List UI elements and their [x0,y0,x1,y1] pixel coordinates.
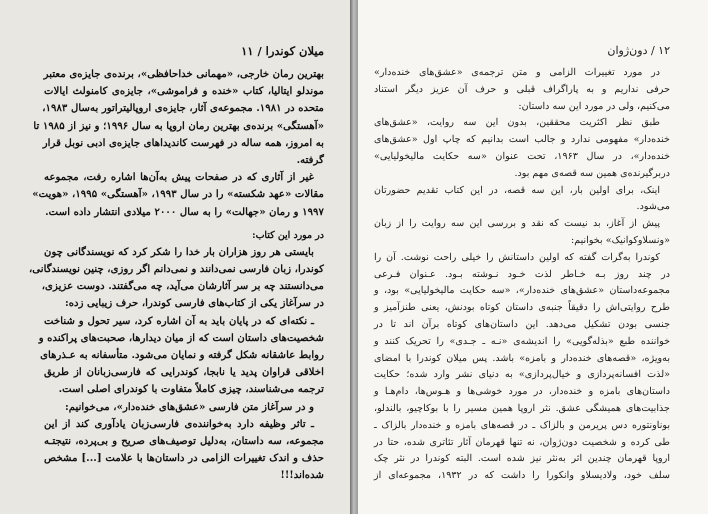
text-line: کوندرا به‌گرات گفته که اولین داستانش را خیلی راحت نوشت. آن را [374,251,660,263]
text-line: «لذت افسانه‌پردازی و خیال‌پردازی» به دنیای نشر وارد شده؛ حکایت [374,369,670,381]
text-line: به‌ویژه، «قصه‌های خنده‌دار و بامزه» باشد. پس میلان کوندرا با امضای [374,352,670,364]
text-line: ۱۹۹۷ و رمان «جهالت» را به سال ۲۰۰۰ میلادی انتشار داده است. [45,205,324,218]
text-line: روابط عاشقانه شکل گرفته و نمایان می‌شود. متأسفانه به عـذرهای [40,349,324,361]
right-page-header: ۱۲ / دون‌ژوان [607,44,670,57]
text-line: می‌کنیم، ولی در مورد این سه داستان: [518,100,670,112]
left-page-header: میلان کوندرا / ۱۱ [241,44,324,58]
text-line: اخلاقی قراوان پدید یا نابجا، کوندرایی که فارسی‌زبانان از طریق [44,366,324,379]
text-line: جذابیت‌های همیشگی عشق. نثر اروپا همین مسیر را با بوکاچیو، بالندلو، [374,402,670,414]
text-line: ـ تاثر وظیفه دارد به‌خواننده‌ی فارسی‌زبان یادآوری کند از این [44,417,314,430]
text-line: در چند روز بـه خـاطر لذت خـود نـوشته بـود. عـنوان فـرعی [374,268,670,280]
text-line: کوندرا، زبان فارسی نمی‌دانند و نمی‌دانم اگر روزی، چنین نویسندگانی، [28,263,324,276]
text-line: غیر از آثاری که در صفحات پیش به‌آن‌ها اشاره رفت، مجموعه [44,171,314,184]
text-line: متحده در ۱۹۸۱. مجموعه‌ی آثار، جایزه‌ی اروپالیتراتور به‌سال ۱۹۸۳، [42,102,324,115]
text-line: مجموعه‌داستان «عشق‌های خنده‌دار»، «سه حکایت مالیخولیایی» بود، و [374,285,670,297]
text-line: جنسی بودن تشکیل می‌دهد. این داستان‌های کوتاه برآن اند تا در [374,318,670,330]
text-line: شخصیت‌های داستان است که از میان دیدارها، صحبت‌های پراکنده و [38,331,324,344]
text-line: داستان‌های بامزه و خنده‌دار، در مورد خوشی‌ها و هـوس‌ها، دام‌هـا و [374,386,670,398]
left-page [0,0,350,514]
right-page-body [374,65,670,485]
text-line: بایستی هر روز هزاران بار خدا را شکر کرد که نویسندگانی چون [44,245,314,258]
right-page [358,0,708,514]
section-heading: در مورد این کتاب: [252,229,324,241]
text-line: طبق نظر اکثریت محققین، بدون این سه روایت، «عشق‌های [374,117,660,129]
text-line: ـ نکته‌ای که در پایان باید به آن اشاره کرد، سیر تحول و شناخت [44,314,314,327]
text-line: شده‌اند!!! [280,469,324,482]
text-line: در سرآغاز یکی از کتاب‌های فارسی کوندرا، حرف زیبایی زده: [64,297,324,310]
text-line: به امروز، همه ساله در فهرست کاندیداهای جایزه‌ی ادبی نوبل قرار [42,136,324,149]
text-line: ترجمه می‌شناسند، چیزی کاملاً متفاوت با کوندرای اصلی است. [58,383,324,396]
text-line: در مورد تغییرات الزامی و متن ترجمه‌ی «عشق‌های خنده‌دار» [374,67,660,78]
text-line: می‌شود. [636,201,670,213]
text-line: خنده‌دار» مفهومی ندارد و جالب است بدانیم که چاپ اول «عشق‌های [374,134,670,146]
text-line: «آهستگی» برنده‌ی بهترین رمان اروپا به سال ۱۹۹۶؛ و نیز از ۱۹۸۵ تا [33,119,324,132]
text-line: دربرگیرنده‌ی همین سه قصه‌ی مهم بود. [514,167,670,179]
text-line: «ونسلاوکوانیک» بخوانیم: [570,234,670,246]
text-line: سلف خود، ولادیسلاو وانکورا را داشت که در ۱۹۳۲، مجموعه‌ای از [374,470,671,482]
text-line: می‌دانستند چه بر سر آثارشان می‌آید، چه می‌گفتند. دوست عزیزی، [41,280,324,293]
text-line: حرفی نداریم و به پاراگراف قبلی و حرف آن عزیز دیگر استناد [374,83,670,95]
text-line: و در سرآغاز متن فارسی «عشق‌های خنده‌دار»، می‌خوانیم: [64,400,314,413]
text-line: بوناونتوره دس پریرمن و بالزاک ـ در قصه‌های بامزه و خنده‌دار بالزاک ـ [374,419,670,431]
book-gutter [350,0,358,514]
text-line: مقالات «عهد شکسته» را در سال ۱۹۹۳، «آهستگی» ۱۹۹۵، «هویت» [32,188,324,201]
text-line: خنده‌دار»، در سال ۱۹۶۳، تحت عنوان «سه حکایت مالیخولیایی» [374,150,670,162]
left-page-body [28,66,324,485]
text-line: طرح روایتی‌اش را دقیقاً جنبه‌ی داستان کوتاه بودنش، یعنی طنزآمیز و [374,302,670,314]
text-line: پیش از آغاز، بد نیست که نقد و بررسی این سه روایت را از زبان [374,218,660,230]
text-line: اینک، برای اولین بار، این سه قصه، در این کتاب تقدیم حضورتان [374,184,660,196]
text-line: خواننده طبع «بذله‌گویی» را اندیشه‌ی «نـه ـ جـدی» را تحریک کنند و [374,335,670,347]
text-line: حذف و اندک تغییرات الزامی در داستان‌ها با علامت [...] مشخص [44,452,324,465]
text-line: بهترین رمان خارجی، «مهمانی خداحافظی»، برنده‌ی جایزه‌ی معتبر [43,68,324,80]
text-line: مجموعه، سه داستان، به‌دلیل توصیف‌های صریح و بی‌پرده، نتیجتـه [44,434,324,447]
text-line: طی کرده و شخصیت دون‌ژوان، نه تنها قهرمان آثار تئاتری شده، حتا در [374,436,670,448]
text-line: اروپا قهرمان چندین اثر به‌نثر نیز شده است. البته کوندرا در نثر چک [374,453,670,465]
text-line: موندلو ایتالیا، کتاب «خنده و فراموشی»، جایزه‌ی کامنولث ایالات [44,85,324,98]
text-line: گرفته. [296,153,324,166]
